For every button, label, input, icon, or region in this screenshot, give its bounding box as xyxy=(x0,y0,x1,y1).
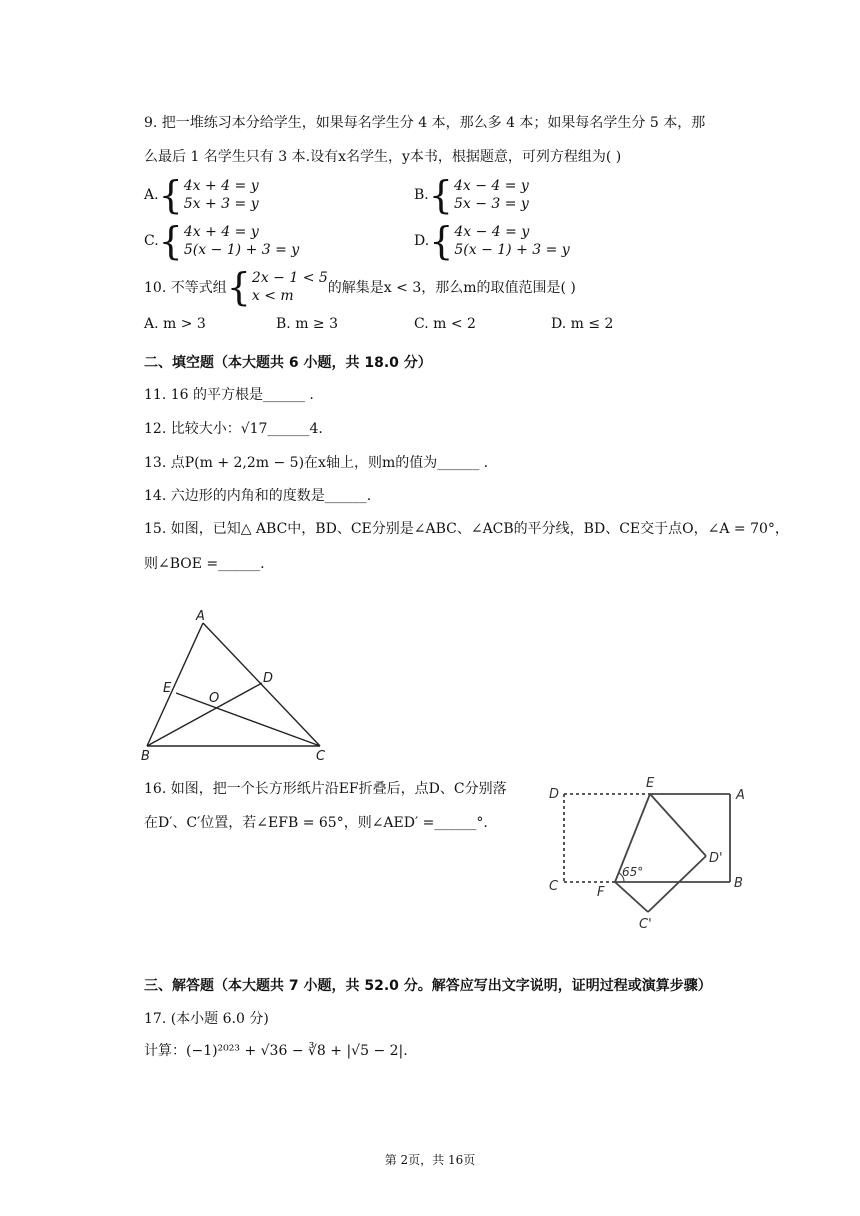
option-label: D. xyxy=(414,233,430,249)
q9-option-b[interactable]: B. { 4x − 4 = y 5x − 3 = y xyxy=(414,173,529,217)
q15-line2: 则∠BOE =______. xyxy=(144,556,265,572)
option-eq2: 5x + 3 = y xyxy=(183,196,259,212)
label-c: C xyxy=(316,749,326,764)
label-b: B xyxy=(141,749,150,764)
page-number: 第 2页，共 16页 xyxy=(384,1153,476,1167)
q9-option-a[interactable]: A. { 4x + 4 = y 5x + 3 = y xyxy=(144,173,259,217)
q12: 12. 比较大小：√17______4. xyxy=(144,421,323,437)
label-c: C xyxy=(549,879,559,894)
q17-line1: 17. (本小题 6.0 分) xyxy=(144,1011,269,1027)
label-a: A xyxy=(736,788,745,803)
option-eq2: 5(x − 1) + 3 = y xyxy=(454,242,570,258)
q16-line2: 在D′、C′位置，若∠EFB = 65°，则∠AED′ =______°. xyxy=(144,815,488,831)
q9-option-c[interactable]: C. { 4x + 4 = y 5(x − 1) + 3 = y xyxy=(144,219,300,263)
q9-option-d[interactable]: D. { 4x − 4 = y 5(x − 1) + 3 = y xyxy=(414,219,570,263)
label-b: B xyxy=(734,876,743,891)
q11: 11. 16 的平方根是______ . xyxy=(144,387,314,403)
q16-line1: 16. 如图，把一个长方形纸片沿EF折叠后，点D、C分别落 xyxy=(144,781,507,797)
q13: 13. 点P(m + 2,2m − 5)在x轴上，则m的值为______ . xyxy=(144,455,489,471)
q10-suffix: 的解集是x < 3，那么m的取值范围是( ) xyxy=(327,280,576,296)
section-heading-fill-in: 二、填空题（本大题共 6 小题，共 18.0 分） xyxy=(144,355,432,371)
label-angle: 65° xyxy=(622,865,644,879)
label-e: E xyxy=(646,776,655,791)
label-a: A xyxy=(196,609,205,624)
option-eq1: 4x − 4 = y xyxy=(454,224,530,240)
option-label: B. xyxy=(414,187,429,203)
q10-option-d[interactable]: D. m ≤ 2 xyxy=(551,316,614,332)
option-eq2: 5x − 3 = y xyxy=(453,196,529,212)
label-e: E xyxy=(163,681,172,696)
triangle-figure xyxy=(130,608,350,766)
option-eq2: 5(x − 1) + 3 = y xyxy=(183,242,300,258)
q17-line2: 计算：(−1)²⁰²³ + √36 − ∛8 + |√5 − 2|. xyxy=(144,1043,408,1059)
label-d-prime: D' xyxy=(709,851,723,866)
label-c-prime: C' xyxy=(639,917,652,932)
label-o: O xyxy=(209,691,220,706)
q10-eq2: x < m xyxy=(251,288,294,304)
q10-prefix: 10. 不等式组 xyxy=(144,280,227,296)
option-eq1: 4x − 4 = y xyxy=(453,178,529,194)
option-label: A. xyxy=(144,187,159,203)
q9-line1: 9. 把一堆练习本分给学生，如果每名学生分 4 本，那么多 4 本；如果每名学生分 5 本，那 xyxy=(144,115,706,131)
q15-line1: 15. 如图，已知△ ABC中，BD、CE分别是∠ABC、∠ACB的平分线，BD、CE交于点O，∠A = 70°， xyxy=(144,521,789,537)
q10-eq1: 2x − 1 < 5 xyxy=(251,270,328,286)
section-heading-solve: 三、解答题（本大题共 7 小题，共 52.0 分。解答应写出文字说明，证明过程或演算步骤） xyxy=(144,978,712,994)
option-label: C. xyxy=(144,233,159,249)
q10-stem: 10. 不等式组 { 2x − 1 < 5 x < m 的解集是x < 3，那么m的取值范围是( ) xyxy=(144,265,576,309)
label-d: D xyxy=(549,787,560,802)
q10-option-a[interactable]: A. m > 3 xyxy=(144,316,206,332)
label-d: D xyxy=(263,671,274,686)
q10-option-b[interactable]: B. m ≥ 3 xyxy=(276,316,339,332)
q9-line2: 么最后 1 名学生只有 3 本.设有x名学生，y本书，根据题意，可列方程组为( ) xyxy=(144,149,622,165)
option-eq1: 4x + 4 = y xyxy=(183,178,259,194)
q10-option-c[interactable]: C. m < 2 xyxy=(414,316,476,332)
folded-rectangle-figure xyxy=(540,770,760,936)
label-f: F xyxy=(597,885,605,900)
option-eq1: 4x + 4 = y xyxy=(183,224,259,240)
q14: 14. 六边形的内角和的度数是______. xyxy=(144,488,372,504)
